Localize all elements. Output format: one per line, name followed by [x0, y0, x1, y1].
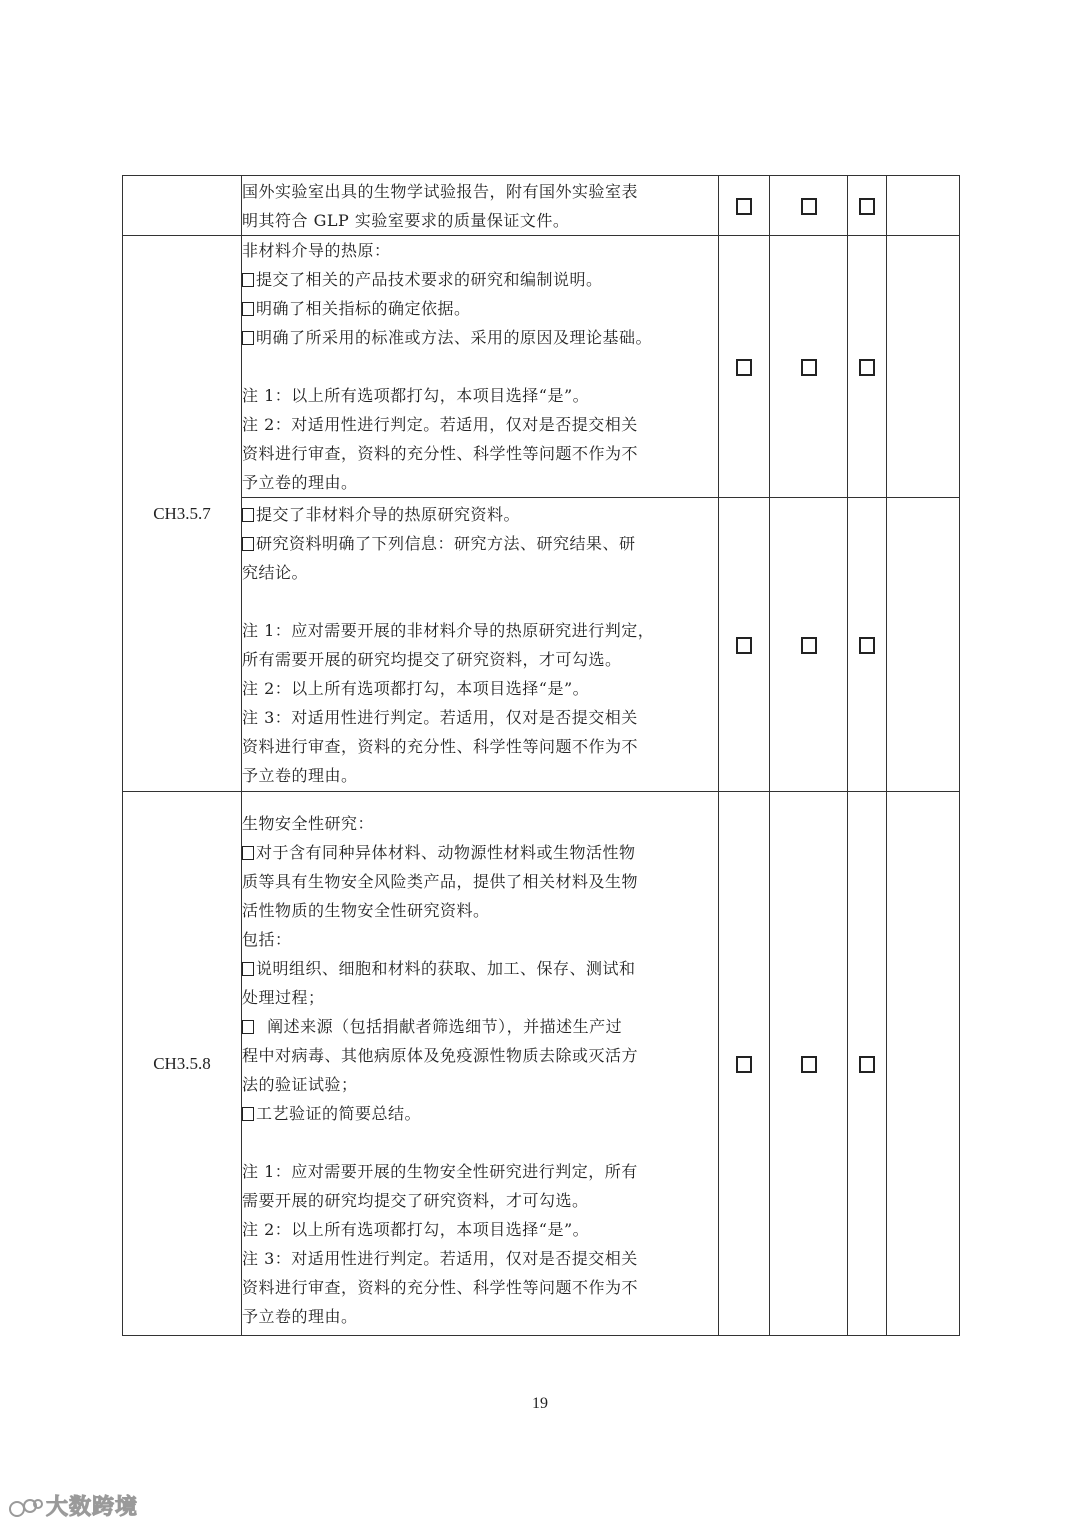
requirement-line: 国外实验室出具的生物学试验报告，附有国外实验室表: [242, 182, 639, 201]
inline-checkbox[interactable]: [242, 1107, 254, 1121]
watermark: [8, 1490, 138, 1521]
item-code-cell: [123, 236, 242, 792]
note-line: 予立卷的理由。: [242, 473, 358, 492]
requirement-line: 明确了所采用的标准或方法、采用的原因及理论基础。: [242, 323, 718, 352]
inline-checkbox[interactable]: [242, 537, 254, 551]
requirement-line: 非材料介导的热原：: [242, 241, 391, 260]
note-line: 资料进行审查，资料的充分性、科学性等问题不作为不: [242, 444, 639, 463]
requirement-line: 究结论。: [242, 562, 309, 582]
requirement-line: 明确了相关指标的确定依据。: [242, 294, 718, 323]
na-column-cell: [848, 236, 887, 498]
no-checkbox[interactable]: [801, 1056, 817, 1073]
na-checkbox[interactable]: [859, 198, 875, 215]
inline-checkbox[interactable]: [242, 331, 254, 345]
inline-checkbox[interactable]: [242, 302, 254, 316]
requirement-line: 提交了相关的产品技术要求的研究和编制说明。: [242, 265, 718, 294]
item-code: CH3.5.8: [153, 1053, 211, 1073]
note-line: 予立卷的理由。: [242, 765, 358, 785]
na-column-cell: [848, 176, 887, 236]
note-line: 注 3：对适用性进行判定。若适用，仅对是否提交相关: [242, 707, 638, 727]
item-code-cell: [123, 176, 242, 236]
note-line: 注 2：以上所有选项都打勾，本项目选择“是”。: [242, 678, 590, 698]
note-line: 资料进行审查，资料的充分性、科学性等问题不作为不: [242, 1277, 639, 1297]
note-line: 注 1：应对需要开展的生物安全性研究进行判定，所有: [242, 1161, 638, 1181]
table-row: [123, 792, 960, 1336]
blank-line: [242, 1128, 718, 1157]
requirement-line: 明其符合 GLP 实验室要求的质量保证文件。: [242, 211, 570, 230]
table-row: [123, 176, 960, 236]
note-line: 需要开展的研究均提交了研究资料，才可勾选。: [242, 1190, 589, 1210]
requirement-line: 包括：: [242, 929, 292, 949]
inline-checkbox[interactable]: [242, 962, 254, 976]
no-column-cell: [770, 792, 848, 1336]
page-number: 19: [532, 1395, 548, 1412]
requirement-line: 阐述来源（包括捐献者筛选细节），并描述生产过: [242, 1012, 718, 1041]
table-row: [123, 236, 960, 498]
blank-line: [242, 352, 718, 381]
inline-checkbox[interactable]: [242, 1020, 254, 1034]
remarks-cell: [887, 498, 960, 792]
note-line: 注 2：以上所有选项都打勾，本项目选择“是”。: [242, 1219, 590, 1239]
item-code: CH3.5.7: [153, 503, 211, 523]
na-column-cell: [848, 498, 887, 792]
yes-column-cell: [719, 236, 770, 498]
requirement-line: 说明组织、细胞和材料的获取、加工、保存、测试和: [242, 954, 718, 983]
remarks-cell: [887, 792, 960, 1336]
inline-checkbox[interactable]: [242, 273, 254, 287]
yes-checkbox[interactable]: [736, 359, 752, 376]
requirement-line: 质等具有生物安全风险类产品，提供了相关材料及生物: [242, 871, 639, 891]
requirement-cell: [242, 176, 719, 236]
note-line: 注 1：以上所有选项都打勾，本项目选择“是”。: [242, 386, 590, 405]
no-column-cell: [770, 236, 848, 498]
na-checkbox[interactable]: [859, 359, 875, 376]
requirement-line: 生物安全性研究：: [242, 813, 375, 833]
yes-column-cell: [719, 792, 770, 1336]
no-checkbox[interactable]: [801, 359, 817, 376]
note-line: 注 2：对适用性进行判定。若适用，仅对是否提交相关: [242, 415, 638, 434]
requirement-cell: [242, 236, 719, 498]
blank-line: [242, 587, 718, 616]
no-checkbox[interactable]: [801, 198, 817, 215]
no-column-cell: [770, 176, 848, 236]
yes-checkbox[interactable]: [736, 198, 752, 215]
note-line: 资料进行审查，资料的充分性、科学性等问题不作为不: [242, 736, 639, 756]
remarks-cell: [887, 236, 960, 498]
na-checkbox[interactable]: [859, 1056, 875, 1073]
na-checkbox[interactable]: [859, 637, 875, 654]
yes-checkbox[interactable]: [736, 637, 752, 654]
na-column-cell: [848, 792, 887, 1336]
table-row: [123, 498, 960, 792]
yes-column-cell: [719, 498, 770, 792]
inline-checkbox[interactable]: [242, 508, 254, 522]
note-line: 注 1：应对需要开展的非材料介导的热原研究进行判定，: [242, 620, 655, 640]
review-checklist-table: [122, 175, 960, 1336]
no-checkbox[interactable]: [801, 637, 817, 654]
yes-column-cell: [719, 176, 770, 236]
requirement-line: 法的验证试验；: [242, 1074, 358, 1094]
requirement-cell: [242, 792, 719, 1336]
item-code-cell: [123, 792, 242, 1336]
requirement-line: 研究资料明确了下列信息：研究方法、研究结果、研: [242, 529, 718, 558]
yes-checkbox[interactable]: [736, 1056, 752, 1073]
remarks-cell: [887, 176, 960, 236]
requirement-line: 提交了非材料介导的热原研究资料。: [242, 500, 718, 529]
requirement-line: 工艺验证的简要总结。: [242, 1099, 718, 1128]
note-line: 注 3：对适用性进行判定。若适用，仅对是否提交相关: [242, 1248, 638, 1268]
watermark-logo-icon: [8, 1497, 44, 1519]
requirement-line: 对于含有同种异体材料、动物源性材料或生物活性物: [242, 838, 718, 867]
no-column-cell: [770, 498, 848, 792]
inline-checkbox[interactable]: [242, 846, 254, 860]
note-line: 所有需要开展的研究均提交了研究资料，才可勾选。: [242, 649, 622, 669]
requirement-line: 程中对病毒、其他病原体及免疫源性物质去除或灭活方: [242, 1045, 639, 1065]
requirement-cell: [242, 498, 719, 792]
requirement-line: 活性物质的生物安全性研究资料。: [242, 900, 490, 920]
watermark-text: 大数跨境: [46, 1495, 139, 1520]
note-line: 予立卷的理由。: [242, 1306, 358, 1326]
requirement-line: 处理过程；: [242, 987, 325, 1007]
